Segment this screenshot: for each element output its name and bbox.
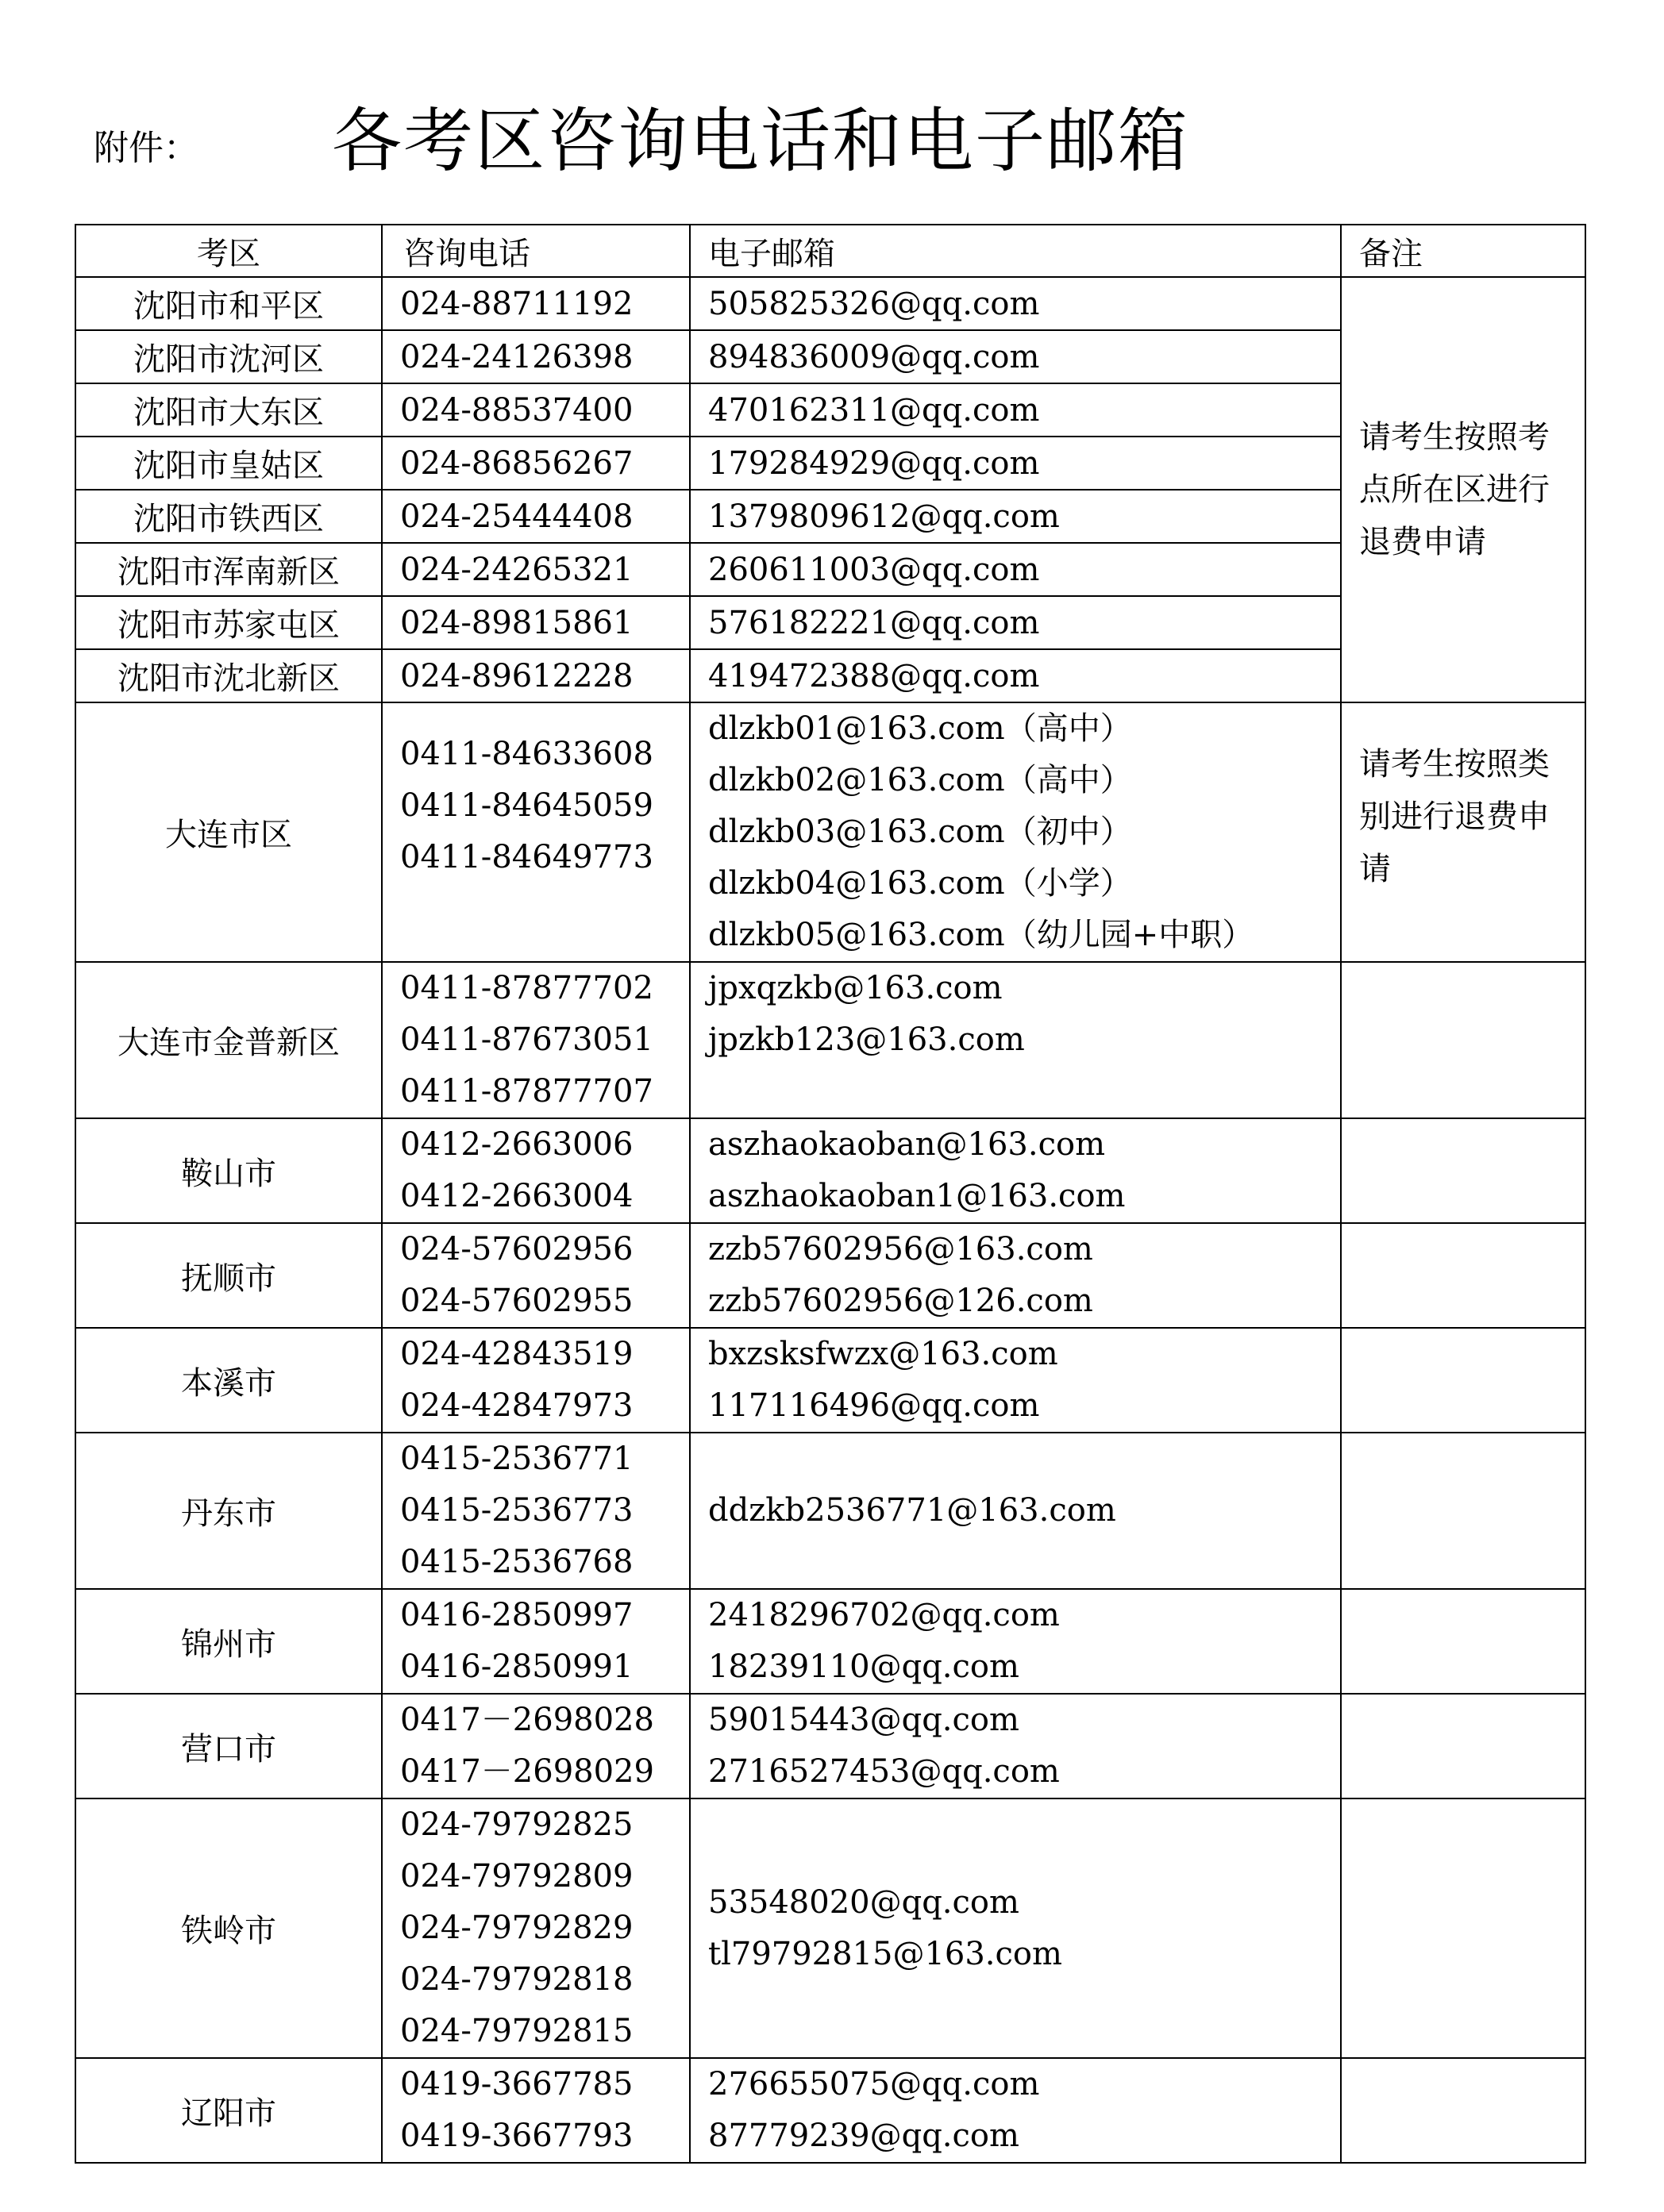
note-cell bbox=[1341, 1223, 1585, 1328]
phone-cell bbox=[382, 1589, 690, 1694]
note-cell bbox=[1341, 1694, 1585, 1798]
table-row bbox=[75, 702, 1585, 962]
phone-number: 0411-84633608 bbox=[400, 736, 653, 772]
phone-number: 0417－2698028 bbox=[400, 1702, 654, 1738]
phone-cell bbox=[382, 1798, 690, 2058]
phone-number: 0416-2850997 bbox=[400, 1597, 634, 1633]
email-address: dlzkb05@163.com（幼儿园+中职） bbox=[708, 917, 1254, 953]
email-cell bbox=[690, 702, 1341, 962]
attachment-label: 附件： bbox=[94, 128, 198, 168]
note-cell: 请考生按照考点所在区进行退费申请 bbox=[1341, 277, 1585, 702]
email-address: 87779239@qq.com bbox=[708, 2118, 1019, 2154]
phone-number: 024-79792815 bbox=[400, 2013, 634, 2049]
email-address: tl79792815@163.com bbox=[708, 1935, 1062, 1972]
email-cell: 470162311@qq.com bbox=[690, 383, 1341, 437]
email-address: 276655075@qq.com bbox=[708, 2066, 1040, 2102]
email-address: dlzkb03@163.com（初中） bbox=[708, 814, 1132, 850]
phone-number: 0411-87877702 bbox=[400, 970, 653, 1006]
phone-cell: 024-88537400 bbox=[382, 383, 690, 437]
email-address: dlzkb04@163.com（小学） bbox=[708, 865, 1132, 902]
table-row bbox=[75, 1433, 1585, 1589]
document-title: 各考区咨询电话和电子邮箱 bbox=[332, 100, 1190, 182]
note-cell bbox=[1341, 1328, 1585, 1433]
district-cell: 抚顺市 bbox=[75, 1223, 382, 1328]
phone-cell: 024-25444408 bbox=[382, 490, 690, 543]
phone-cell bbox=[382, 702, 690, 962]
table-header-row bbox=[75, 225, 1585, 277]
district-cell: 沈阳市铁西区 bbox=[75, 490, 382, 543]
phone-number: 024-57602955 bbox=[400, 1283, 634, 1319]
email-cell: 1379809612@qq.com bbox=[690, 490, 1341, 543]
column-header-district: 考区 bbox=[75, 225, 382, 277]
district-cell: 大连市金普新区 bbox=[75, 962, 382, 1118]
email-cell bbox=[690, 2058, 1341, 2163]
email-cell bbox=[690, 962, 1341, 1118]
phone-cell bbox=[382, 2058, 690, 2163]
email-cell: 419472388@qq.com bbox=[690, 649, 1341, 702]
phone-cell bbox=[382, 1694, 690, 1798]
phone-number: 024-42843519 bbox=[400, 1336, 634, 1372]
phone-number: 0415-2536771 bbox=[400, 1441, 634, 1477]
district-cell: 丹东市 bbox=[75, 1433, 382, 1589]
email-cell bbox=[690, 1223, 1341, 1328]
phone-number: 0411-87877707 bbox=[400, 1073, 653, 1110]
district-cell: 沈阳市浑南新区 bbox=[75, 543, 382, 596]
phone-cell bbox=[382, 1328, 690, 1433]
phone-cell: 024-89612228 bbox=[382, 649, 690, 702]
email-address: aszhaokaoban1@163.com bbox=[708, 1178, 1126, 1214]
table-row bbox=[75, 277, 1585, 330]
email-address: 18239110@qq.com bbox=[708, 1648, 1019, 1685]
district-cell: 沈阳市皇姑区 bbox=[75, 437, 382, 490]
email-address: dlzkb01@163.com（高中） bbox=[708, 710, 1132, 747]
note-cell bbox=[1341, 1433, 1585, 1589]
phone-cell bbox=[382, 1118, 690, 1223]
email-cell bbox=[690, 1118, 1341, 1223]
district-cell: 沈阳市沈北新区 bbox=[75, 649, 382, 702]
note-cell bbox=[1341, 1589, 1585, 1694]
email-cell: 260611003@qq.com bbox=[690, 543, 1341, 596]
column-header-note: 备注 bbox=[1341, 225, 1585, 277]
phone-cell: 024-89815861 bbox=[382, 596, 690, 649]
phone-number: 0416-2850991 bbox=[400, 1648, 634, 1685]
email-address: 2418296702@qq.com bbox=[708, 1597, 1060, 1633]
district-cell: 沈阳市和平区 bbox=[75, 277, 382, 330]
phone-number: 024-57602956 bbox=[400, 1231, 634, 1268]
email-cell bbox=[690, 1694, 1341, 1798]
email-address: 117116496@qq.com bbox=[708, 1387, 1040, 1424]
phone-number: 024-79792809 bbox=[400, 1858, 634, 1895]
email-address: 2716527453@qq.com bbox=[708, 1753, 1060, 1790]
district-cell: 本溪市 bbox=[75, 1328, 382, 1433]
email-address: ddzkb2536771@163.com bbox=[708, 1492, 1116, 1529]
table-row bbox=[75, 1118, 1585, 1223]
email-cell: 894836009@qq.com bbox=[690, 330, 1341, 383]
note-cell bbox=[1341, 2058, 1585, 2163]
email-address: 53548020@qq.com bbox=[708, 1883, 1019, 1921]
phone-number: 024-79792825 bbox=[400, 1806, 634, 1843]
district-cell: 沈阳市苏家屯区 bbox=[75, 596, 382, 649]
table-row bbox=[75, 962, 1585, 1118]
column-header-phone: 咨询电话 bbox=[382, 225, 690, 277]
phone-number: 024-79792829 bbox=[400, 1910, 634, 1946]
email-cell bbox=[690, 1798, 1341, 2058]
phone-number: 0417－2698029 bbox=[400, 1753, 654, 1790]
phone-number: 0411-84649773 bbox=[400, 839, 653, 875]
district-cell: 大连市区 bbox=[75, 702, 382, 962]
table-row bbox=[75, 1223, 1585, 1328]
phone-number: 0419-3667785 bbox=[400, 2066, 634, 2102]
phone-number: 0419-3667793 bbox=[400, 2118, 634, 2154]
district-cell: 鞍山市 bbox=[75, 1118, 382, 1223]
phone-cell: 024-86856267 bbox=[382, 437, 690, 490]
email-cell: 576182221@qq.com bbox=[690, 596, 1341, 649]
note-cell bbox=[1341, 1798, 1585, 2058]
phone-cell bbox=[382, 962, 690, 1118]
table-row bbox=[75, 1694, 1585, 1798]
email-address: jpzkb123@163.com bbox=[708, 1021, 1025, 1058]
phone-cell: 024-24265321 bbox=[382, 543, 690, 596]
phone-cell bbox=[382, 1223, 690, 1328]
phone-number: 0411-87673051 bbox=[400, 1021, 653, 1058]
column-header-email: 电子邮箱 bbox=[690, 225, 1341, 277]
phone-number: 0415-2536773 bbox=[400, 1492, 634, 1529]
email-address: aszhaokaoban@163.com bbox=[708, 1126, 1105, 1163]
note-cell: 请考生按照类别进行退费申请 bbox=[1341, 702, 1585, 962]
email-cell: 505825326@qq.com bbox=[690, 277, 1341, 330]
district-cell: 辽阳市 bbox=[75, 2058, 382, 2163]
email-address: bxzsksfwzx@163.com bbox=[708, 1336, 1058, 1372]
table-row bbox=[75, 1328, 1585, 1433]
email-address: dlzkb02@163.com（高中） bbox=[708, 762, 1132, 798]
phone-cell: 024-88711192 bbox=[382, 277, 690, 330]
email-cell: 179284929@qq.com bbox=[690, 437, 1341, 490]
district-cell: 锦州市 bbox=[75, 1589, 382, 1694]
phone-number: 024-79792818 bbox=[400, 1961, 634, 1998]
contact-table bbox=[75, 224, 1586, 2164]
email-cell bbox=[690, 1589, 1341, 1694]
email-address: zzb57602956@126.com bbox=[708, 1283, 1093, 1319]
phone-number: 024-42847973 bbox=[400, 1387, 634, 1424]
district-cell: 沈阳市大东区 bbox=[75, 383, 382, 437]
table-row bbox=[75, 2058, 1585, 2163]
email-address: jpxqzkb@163.com bbox=[708, 970, 1003, 1006]
table-row bbox=[75, 1798, 1585, 2058]
phone-number: 0411-84645059 bbox=[400, 787, 653, 824]
note-cell bbox=[1341, 962, 1585, 1118]
note-cell bbox=[1341, 1118, 1585, 1223]
table-row bbox=[75, 1589, 1585, 1694]
email-cell bbox=[690, 1433, 1341, 1589]
email-cell bbox=[690, 1328, 1341, 1433]
district-cell: 沈阳市沈河区 bbox=[75, 330, 382, 383]
district-cell: 铁岭市 bbox=[75, 1798, 382, 2058]
phone-number: 0415-2536768 bbox=[400, 1544, 634, 1580]
phone-cell bbox=[382, 1433, 690, 1589]
phone-number: 0412-2663006 bbox=[400, 1126, 634, 1163]
email-address: 59015443@qq.com bbox=[708, 1702, 1019, 1738]
district-cell: 营口市 bbox=[75, 1694, 382, 1798]
phone-number: 0412-2663004 bbox=[400, 1178, 634, 1214]
email-address: zzb57602956@163.com bbox=[708, 1231, 1093, 1268]
phone-cell: 024-24126398 bbox=[382, 330, 690, 383]
